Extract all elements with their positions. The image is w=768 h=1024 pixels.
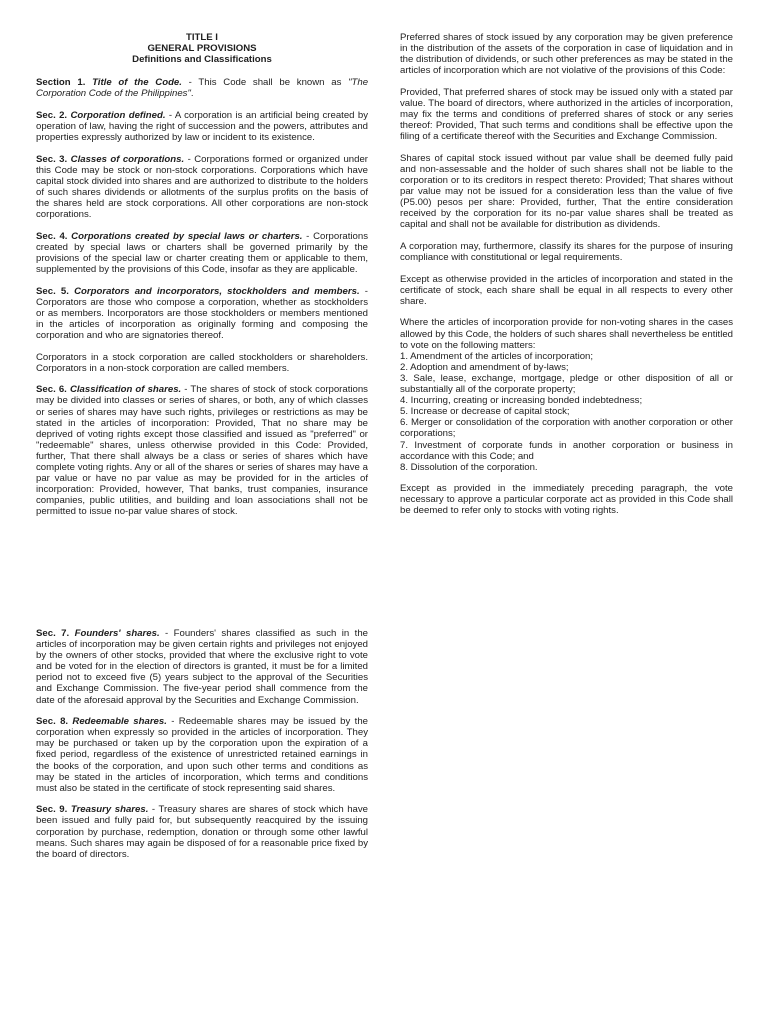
section-7-title: Founders' shares.	[74, 628, 160, 639]
section-6-classify-paragraph: A corporation may, furthermore, classify its shares for the purpose of insuring compliance with constitutional or legal requirements.	[400, 241, 733, 264]
section-2-number: Sec. 2.	[36, 109, 68, 121]
section-1-end: .	[190, 88, 194, 100]
section-5	[36, 286, 368, 341]
section-6-title: Classification of shares.	[69, 384, 182, 396]
section-4-text: - Corporations created by special laws or charters shall be governed primarily by the provisions of the special law or charter creating them or applicable to them, supplemented by the provisions of this Code, insofar as they are applicable.	[36, 230, 368, 276]
section-6-preferred-shares-paragraph: Preferred shares of stock issued by any corporation may be given preference in the distribution of the assets of the corporation in case of liquidation and in the distribution of dividends, or such other preferences as may be stated in the articles of incorporation which are not violative of the provisions of this Code:	[400, 32, 733, 77]
section-8-text: - Redeemable shares may be issued by the corporation when expressly so provided in the articles of incorporation. They may be purchased or taken up by the corporation upon the expiration of a fixed period, regardless of the existence of unrestricted retained earnings in the books of the corporation, and upon such other terms and conditions as may be stated in the articles of incorporation, which terms and conditions must also be stated in the certificate of stock representing said shares.	[36, 716, 368, 794]
title-caption: Definitions and Classifications	[132, 54, 272, 66]
section-1	[36, 77, 368, 99]
section-6-voting-matters	[400, 317, 733, 472]
list-item: 3. Sale, lease, exchange, mortgage, pledge or other disposition of all or substantially all of the corporate property;	[400, 372, 733, 396]
list-item: 2. Adoption and amendment of by-laws;	[400, 361, 569, 373]
title-heading-block	[36, 32, 368, 65]
section-4-title: Corporations created by special laws or charters.	[71, 230, 303, 242]
section-5-paragraph-2: Corporators in a stock corporation are called stockholders or shareholders. Corporators in a non-stock corporation are called members.	[36, 351, 368, 374]
section-3	[36, 154, 368, 221]
section-9-title: Treasury shares.	[70, 804, 149, 816]
title-name: GENERAL PROVISIONS	[147, 43, 257, 55]
section-6-non-voting-paragraph: Where the articles of incorporation provide for non-voting shares in the cases allowed by this Code, the holders of such shares shall nevertheless be entitled to vote on the following matters:	[400, 317, 733, 351]
list-item: 5. Increase or decrease of capital stock;	[400, 406, 570, 418]
section-6-vote-necessary-paragraph: Except as provided in the immediately preceding paragraph, the vote necessary to approve a particular corporate act as provided in this Code shall be deemed to refer only to stocks with voting rights.	[400, 483, 733, 517]
list-item: 4. Incurring, creating or increasing bonded indebtedness;	[400, 395, 643, 407]
left-column	[36, 32, 368, 528]
section-8	[36, 716, 368, 794]
voting-matters-list	[400, 351, 733, 473]
section-7	[36, 628, 368, 706]
section-1-quote: "The Corporation Code of the Philippines"	[36, 77, 369, 100]
section-6-number: Sec. 6.	[36, 384, 67, 396]
section-2	[36, 110, 368, 143]
section-6-equal-shares-paragraph: Except as otherwise provided in the articles of incorporation and stated in the certificate of stock, each share shall be equal in all respects to every other share.	[400, 273, 733, 307]
section-8-number: Sec. 8.	[36, 716, 69, 728]
section-7-text: - Founders' shares classified as such in the articles of incorporation may be given certain rights and privileges not enjoyed by the owners of other stocks, provided that where the exclusive right to vote and be voted for in the election of directors is granted, it must be for a limited period not to exceed five (5) years subject to the approval of the Securities and Exchange Commission. The five-year period shall commence from the date of the aforesaid approval by the Securities and Exchange Commission.	[36, 628, 368, 706]
section-3-title: Classes of corporations.	[70, 153, 185, 165]
section-6-no-par-paragraph: Shares of capital stock issued without par value shall be deemed fully paid and non-assessable and the holder of such shares shall not be liable to the corporation or to its creditors in respect thereto: Provided; That shares without par value may not be issued for a consideration less than the value of five (P5.00) pesos per share: Provided, further, That the entire consideration received by the corporation for its no-par value shares shall be treated as capital and shall not be available for distribution as dividends.	[400, 152, 733, 231]
section-1-title: Title of the Code.	[92, 77, 182, 89]
section-3-number: Sec. 3.	[36, 153, 68, 165]
section-5-number: Sec. 5.	[36, 285, 69, 297]
section-8-title: Redeemable shares.	[72, 716, 167, 728]
list-item: 1. Amendment of the articles of incorporation;	[400, 350, 594, 362]
section-2-title: Corporation defined.	[70, 109, 166, 121]
section-1-number: Section 1.	[36, 77, 86, 89]
section-4-number: Sec. 4.	[36, 230, 68, 242]
section-7-number: Sec. 7.	[36, 628, 70, 639]
section-5-title: Corporators and incorporators, stockholders and members.	[74, 285, 360, 297]
section-6	[36, 384, 368, 517]
section-9	[36, 804, 368, 859]
right-column	[400, 32, 733, 527]
section-3-text: - Corporations formed or organized under this Code may be stock or non-stock corporations. Corporations which have capital stock divided into shares and are authorized to distribute to the holders of such shares dividends or allotments of the surplus profits on the basis of the shares held are stock corporations. All other corporations are non-stock corporations.	[36, 153, 368, 221]
section-2-text: - A corporation is an artificial being created by operation of law, having the right of succession and the powers, attributes and properties expressly authorized by law or incident to its existence.	[36, 109, 369, 144]
section-5-text: - Corporators are those who compose a corporation, whether as stockholders or as members. Incorporators are those stockholders or members mentioned in the articles of incorporation as originally forming and composing the corporation and who are signatories thereof.	[36, 285, 368, 342]
section-4	[36, 231, 368, 275]
section-9-number: Sec. 9.	[36, 804, 68, 816]
list-item: 6. Merger or consolidation of the corporation with another corporation or other corporations;	[400, 417, 733, 440]
bottom-left-column	[36, 628, 368, 870]
section-9-text: - Treasury shares are shares of stock which have been issued and fully paid for, but subsequently reacquired by the issuing corporation by purchase, redemption, donation or through some other lawful means. Such shares may again be disposed of for a reasonable price fixed by the board of directors.	[36, 804, 369, 860]
title-number: TITLE I	[186, 32, 218, 43]
list-item: 8. Dissolution of the corporation.	[400, 461, 538, 473]
list-item: 7. Investment of corporate funds in another corporation or business in accordance with this Code; and	[400, 439, 733, 462]
section-1-text: - This Code shall be known as	[181, 77, 349, 89]
section-6-par-value-paragraph: Provided, That preferred shares of stock may be issued only with a stated par value. The board of directors, where authorized in the articles of incorporation, may fix the terms and conditions of preferred shares of stock or any series thereof: Provided, That such terms and conditions shall be effective upon the filing of a certificate thereof with the Securities and Exchange Commission.	[400, 86, 733, 143]
section-6-text: - The shares of stock of stock corporations may be divided into classes or series of shares, or both, any of which classes or series of shares may have such rights, privileges or restrictions as may be stated in the articles of incorporation: Provided, That no share may be deprived of voting rights except those classified and issued as "preferred" or "redeemable" shares, unless otherwise provided in this Code: Provided, further, That there shall always be a class or series of shares which have complete voting rights. Any or all of the shares or series of shares may have a par value or have no par value as may be provided for in the articles of incorporation: Provided, however, That banks, trust companies, insurance companies, public utilities, and building and loan associations shall not be permitted to issue no-par value shares of stock.	[36, 384, 368, 518]
